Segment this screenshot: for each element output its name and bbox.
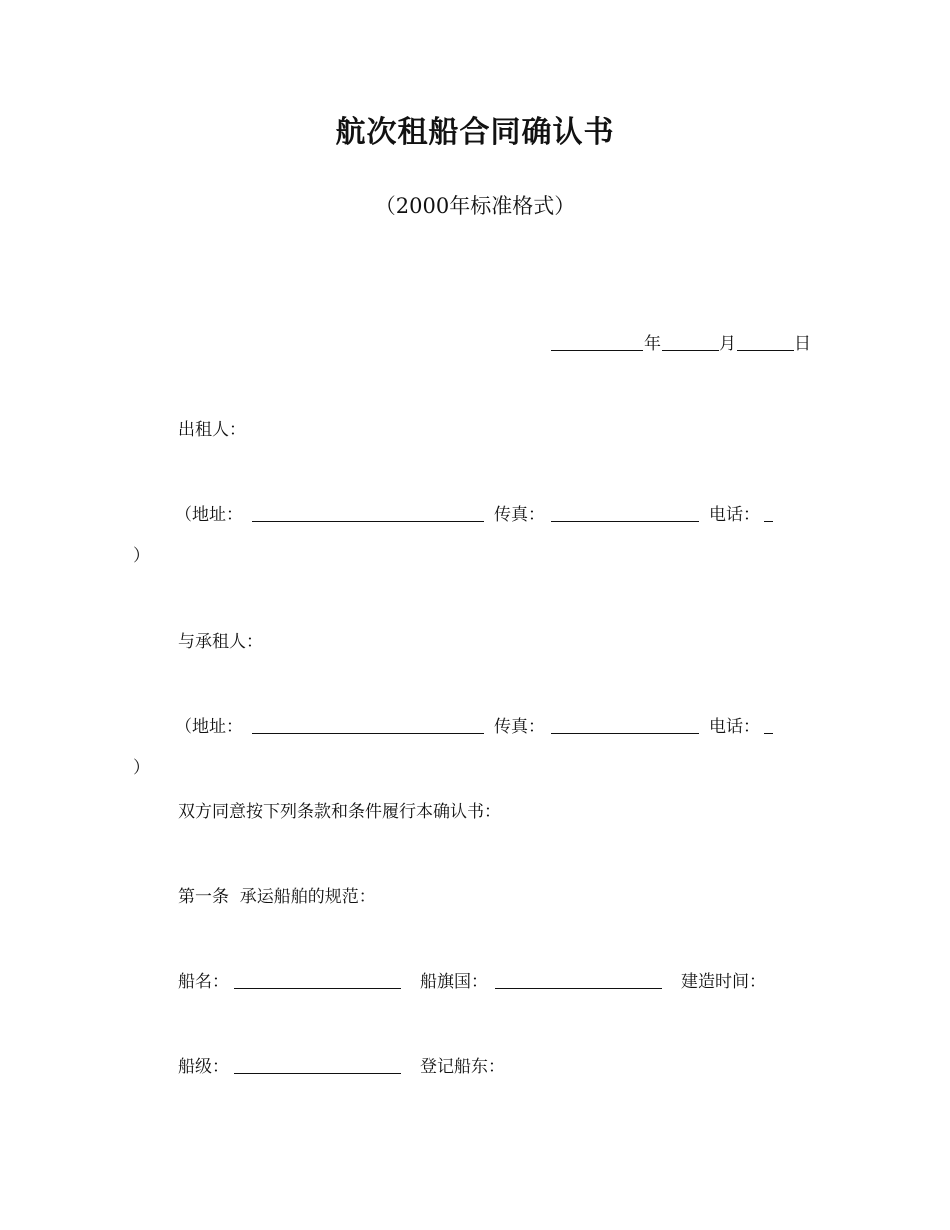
lessor-fax-blank[interactable]	[551, 521, 699, 522]
class-blank[interactable]	[234, 1073, 401, 1074]
build-time-label: 建造时间：	[681, 972, 766, 992]
page-title: 航次租船合同确认书	[335, 115, 615, 150]
lessor-close-paren: ）	[133, 546, 150, 566]
ship-name-blank[interactable]	[234, 988, 401, 989]
month-blank[interactable]	[662, 350, 719, 351]
year-label: 年	[644, 334, 661, 354]
lessee-label: 与承租人：	[178, 632, 263, 652]
lessee-fax-blank[interactable]	[551, 733, 699, 734]
lessee-close-paren: ）	[133, 758, 150, 778]
lessor-address-label: （地址：	[175, 505, 243, 525]
lessor-phone-blank[interactable]	[764, 521, 773, 522]
lessor-label: 出租人：	[178, 420, 246, 440]
class-label: 船级：	[178, 1057, 229, 1077]
flag-label: 船旗国：	[420, 972, 488, 992]
lessee-phone-label: 电话：	[709, 717, 760, 737]
lessee-phone-blank[interactable]	[764, 733, 773, 734]
lessee-address-label: （地址：	[175, 717, 243, 737]
lessor-fax-label: 传真：	[494, 505, 545, 525]
lessor-address-blank[interactable]	[252, 521, 484, 522]
owner-label: 登记船东：	[420, 1057, 505, 1077]
day-label: 日	[794, 334, 811, 354]
lessee-fax-label: 传真：	[494, 717, 545, 737]
month-label: 月	[719, 334, 736, 354]
agreement-text: 双方同意按下列条款和条件履行本确认书：	[178, 802, 501, 822]
year-blank[interactable]	[551, 350, 643, 351]
page-subtitle: （2000年标准格式）	[374, 194, 576, 218]
ship-name-label: 船名：	[178, 972, 229, 992]
lessor-phone-label: 电话：	[709, 505, 760, 525]
lessee-address-blank[interactable]	[252, 733, 484, 734]
article1-heading: 第一条 承运船舶的规范：	[178, 887, 376, 907]
day-blank[interactable]	[737, 350, 794, 351]
flag-blank[interactable]	[495, 988, 662, 989]
